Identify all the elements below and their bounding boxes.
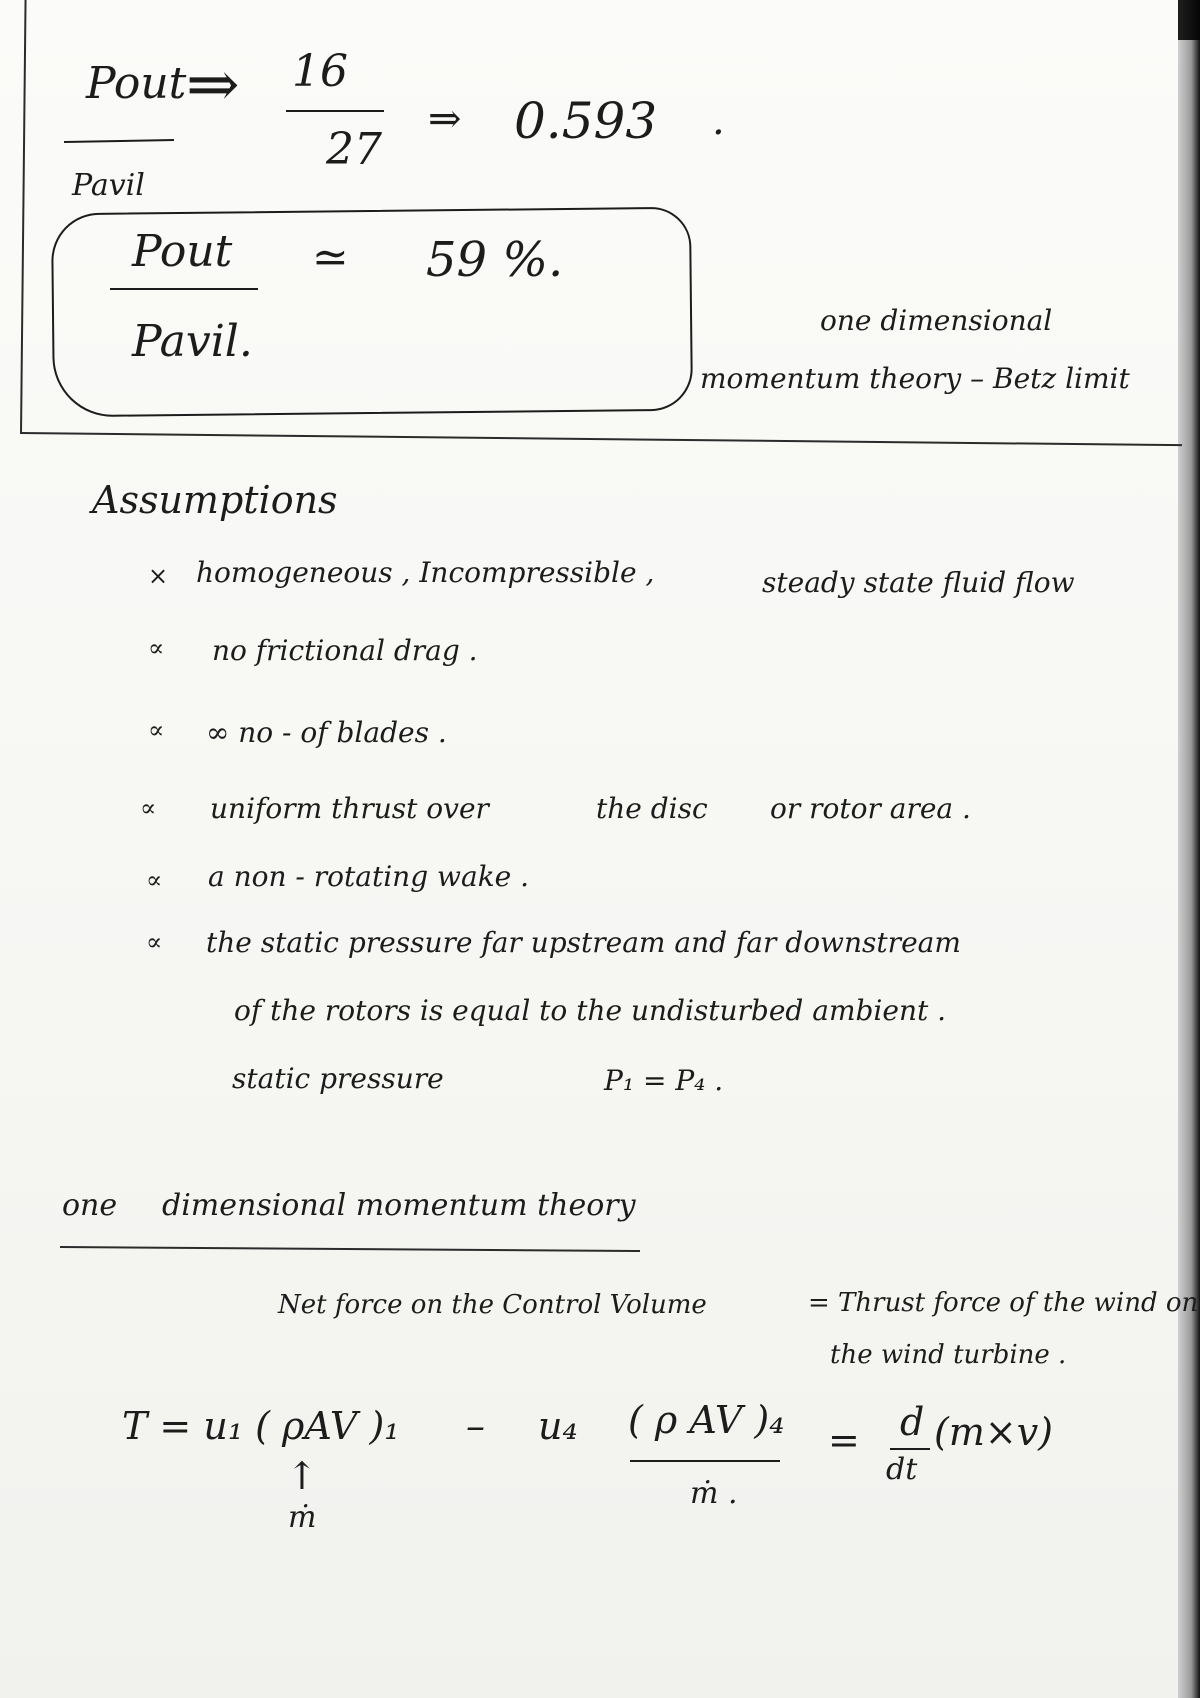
assumption-item: a non - rotating wake . — [208, 860, 530, 893]
derivative-bar — [890, 1448, 930, 1450]
section-heading: dimensional momentum theory — [162, 1188, 636, 1223]
assumption-item: homogeneous , Incompressible , — [196, 556, 655, 589]
bullet-marker: ∝ — [148, 634, 165, 662]
assumption-item-cont: steady state fluid flow — [762, 566, 1075, 599]
derivative-numerator: d — [900, 1400, 925, 1444]
side-note-line2: momentum theory – Betz limit — [700, 362, 1130, 395]
trailing-dot: . — [712, 98, 725, 144]
boxed-fraction-bar — [110, 288, 258, 290]
bullet-marker: ∝ — [146, 928, 163, 956]
mdot-label-1: ṁ — [288, 1500, 317, 1535]
mdot-label-2: ṁ . — [690, 1476, 738, 1511]
assumption-item: ∞ no - of blades . — [206, 716, 447, 749]
equals-sign: = — [828, 1418, 860, 1462]
mdot-underline — [630, 1460, 780, 1462]
assumption-continuation: of the rotors is equal to the undisturbed ambient . — [234, 994, 947, 1027]
boxed-pout: Pout — [132, 226, 233, 277]
fraction-bar-betz — [286, 110, 384, 112]
assumptions-heading: Assumptions — [92, 478, 338, 522]
momentum-term: (m×v) — [934, 1410, 1053, 1454]
derivative-denominator: dt — [886, 1452, 918, 1487]
assumption-item: the static pressure far upstream and far downstream — [206, 926, 961, 959]
pout-label: Pout — [86, 58, 187, 109]
minus-sign: – — [466, 1404, 485, 1448]
implies-arrow-1: ⇒ — [186, 48, 240, 122]
page-edge-dark — [1178, 0, 1200, 40]
pavail-label: Pavil — [72, 168, 145, 203]
approx-sign: ≃ — [312, 232, 349, 283]
betz-percent: 59 %. — [426, 232, 564, 288]
assumption-item-cont: the disc — [596, 792, 708, 825]
side-note-line1: one dimensional — [820, 304, 1053, 337]
boxed-pavail: Pavil. — [132, 316, 253, 367]
bullet-marker: ∝ — [146, 866, 163, 894]
implies-arrow-2: ⇒ — [428, 96, 462, 142]
assumption-item: no frictional drag . — [212, 634, 478, 667]
assumption-continuation: static pressure — [232, 1062, 444, 1095]
fraction-numerator: 16 — [292, 46, 348, 97]
net-force-rhs: = Thrust force of the wind on — [808, 1288, 1199, 1318]
net-force-lhs: Net force on the Control Volume — [278, 1290, 707, 1320]
bullet-marker: × — [148, 562, 169, 590]
up-arrow: ↑ — [286, 1454, 318, 1498]
bullet-marker: ∝ — [148, 716, 165, 744]
betz-ratio-value: 0.593 — [514, 92, 658, 150]
bullet-marker: ∝ — [140, 794, 157, 822]
assumption-item-cont: or rotor area . — [770, 792, 971, 825]
rho-av-4-term: ( ρ AV )₄ — [628, 1398, 785, 1442]
thrust-equation-lhs: T = u₁ ( ρAV )₁ — [122, 1404, 400, 1448]
u4-term: u₄ — [538, 1404, 578, 1448]
net-force-rhs-cont: the wind turbine . — [830, 1340, 1067, 1370]
fraction-denominator: 27 — [326, 124, 382, 175]
assumption-item: uniform thrust over — [210, 792, 489, 825]
pressure-equality: P₁ = P₄ . — [604, 1064, 724, 1097]
section-heading-prefix: one — [62, 1188, 118, 1223]
